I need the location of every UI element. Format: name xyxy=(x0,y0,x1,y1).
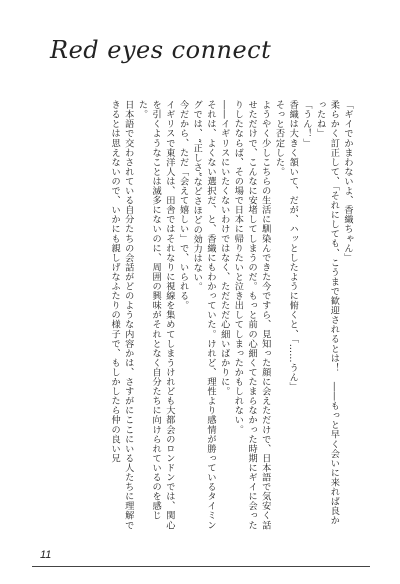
page-number: 11 xyxy=(40,549,52,561)
paragraph: 香織は大きく頷いて、だが、ハッとしたように俯くと、「……うん」 xyxy=(287,100,299,392)
paragraph: 「ギイでかまわないよ、香織ちゃん」 xyxy=(342,100,353,263)
paragraph: 日本語で交わされている自分たちの会話がどのような内容かは、さすがにここにいる人たちに理解できるとは思えないので、いかにも親しげなふたりの様子で、もしかしたら仲の良い兄 xyxy=(109,100,134,530)
paragraph: 今だから、ただ「会えて嬉しい」で、いられる。 xyxy=(177,100,189,311)
paragraph: それは、よくない選択だ、と、香織にもわかっていた。けれど、理性より感情が勝っているタイミングでは、“正しさ”などさほどの効力はない。 xyxy=(191,100,216,530)
paragraph: ようやく少しこちらの生活に馴染んできた今ですら、見知った顔に会えただけで、日本語で気安く話せただけで、こんなに安堵してしまうのだ。もっと前の心細くてたまらなかった時期にギイに会ったりしたならば、その場で日本に帰りたいと泣き出してしまったかもしれない。 xyxy=(232,100,271,530)
paragraph: ――イギリスにいたくないわけではなく、ただただ心細いばかりに。 xyxy=(218,100,230,397)
paragraph: 「うん！」 xyxy=(300,100,312,148)
body-text xyxy=(84,100,354,534)
bottom-rule xyxy=(32,566,370,567)
paragraph: そっと否定した。 xyxy=(273,100,285,177)
paragraph: イギリスで東洋人は、田舎ではそれなりに視線を集めてしまうけれども大都会のロンドンでは、関心を引くようなことは滅多にないのに、周囲の興味がそれとなく自分たちに向けられているのを感じた。 xyxy=(136,100,175,530)
page-title: Red eyes connect xyxy=(50,36,272,64)
paragraph: 柔らかく訂正して、「それにしても、こうまで歓迎されるとは！ ――もっと早く会いに来れば良かったね」 xyxy=(314,100,340,526)
